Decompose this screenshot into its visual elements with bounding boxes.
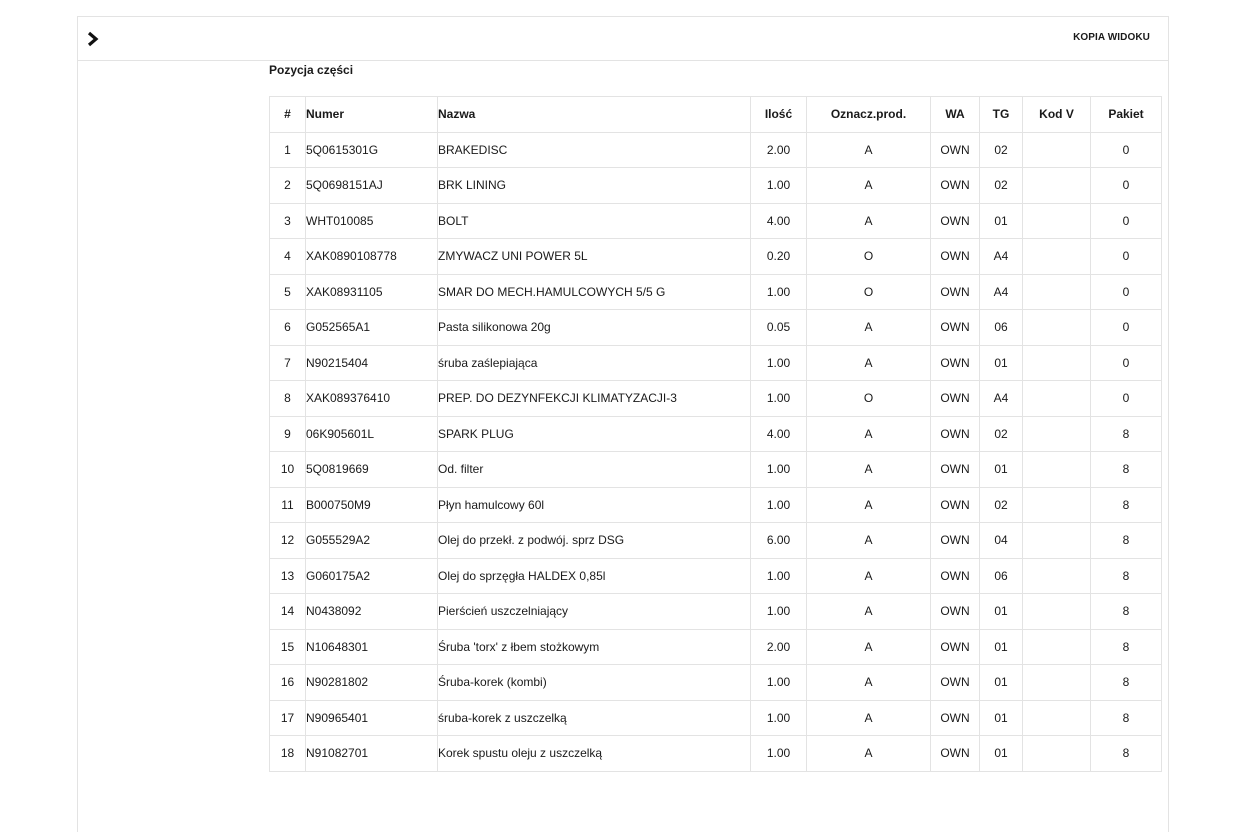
- cell-producer-mark: O: [807, 239, 931, 275]
- cell-package: 8: [1091, 487, 1162, 523]
- cell-name: Śruba 'torx' z łbem stożkowym: [438, 629, 751, 665]
- cell-package: 8: [1091, 629, 1162, 665]
- cell-producer-mark: A: [807, 700, 931, 736]
- cell-wa: OWN: [931, 310, 980, 346]
- cell-kod-v: [1023, 239, 1091, 275]
- cell-number: XAK089376410: [306, 381, 438, 417]
- cell-producer-mark: A: [807, 736, 931, 772]
- cell-kod-v: [1023, 310, 1091, 346]
- cell-number: 5Q0615301G: [306, 132, 438, 168]
- cell-wa: OWN: [931, 416, 980, 452]
- cell-name: Olej do przekł. z podwój. sprz DSG: [438, 523, 751, 559]
- parts-table: [269, 96, 1162, 772]
- cell-name: BRAKEDISC: [438, 132, 751, 168]
- cell-number: WHT010085: [306, 203, 438, 239]
- cell-quantity: 0.20: [751, 239, 807, 275]
- table-row[interactable]: [270, 203, 1162, 239]
- cell-package: 8: [1091, 665, 1162, 701]
- cell-producer-mark: A: [807, 168, 931, 204]
- cell-name: SPARK PLUG: [438, 416, 751, 452]
- cell-wa: OWN: [931, 239, 980, 275]
- cell-package: 8: [1091, 523, 1162, 559]
- cell-tg: 01: [980, 594, 1023, 630]
- cell-index: 3: [270, 203, 306, 239]
- cell-index: 2: [270, 168, 306, 204]
- cell-tg: 01: [980, 736, 1023, 772]
- cell-producer-mark: A: [807, 416, 931, 452]
- cell-wa: OWN: [931, 523, 980, 559]
- cell-quantity: 4.00: [751, 416, 807, 452]
- cell-package: 8: [1091, 736, 1162, 772]
- table-row[interactable]: [270, 558, 1162, 594]
- table-row[interactable]: [270, 736, 1162, 772]
- cell-package: 0: [1091, 345, 1162, 381]
- cell-name: Pierścień uszczelniający: [438, 594, 751, 630]
- copy-view-button[interactable]: KOPIA WIDOKU: [1073, 32, 1150, 43]
- cell-kod-v: [1023, 665, 1091, 701]
- table-row[interactable]: [270, 629, 1162, 665]
- cell-number: 06K905601L: [306, 416, 438, 452]
- cell-kod-v: [1023, 736, 1091, 772]
- panel-toolbar: [78, 17, 1168, 61]
- cell-index: 11: [270, 487, 306, 523]
- cell-producer-mark: O: [807, 274, 931, 310]
- chevron-right-icon[interactable]: [86, 30, 102, 48]
- cell-index: 12: [270, 523, 306, 559]
- cell-number: N10648301: [306, 629, 438, 665]
- column-header-tg[interactable]: TG: [980, 97, 1023, 133]
- cell-quantity: 1.00: [751, 736, 807, 772]
- column-header-package[interactable]: Pakiet: [1091, 97, 1162, 133]
- cell-kod-v: [1023, 274, 1091, 310]
- table-row[interactable]: [270, 132, 1162, 168]
- cell-quantity: 1.00: [751, 345, 807, 381]
- table-row[interactable]: [270, 310, 1162, 346]
- cell-quantity: 6.00: [751, 523, 807, 559]
- cell-tg: 01: [980, 665, 1023, 701]
- cell-name: Śruba-korek (kombi): [438, 665, 751, 701]
- cell-package: 8: [1091, 416, 1162, 452]
- cell-index: 14: [270, 594, 306, 630]
- cell-kod-v: [1023, 168, 1091, 204]
- cell-package: 0: [1091, 274, 1162, 310]
- cell-number: N91082701: [306, 736, 438, 772]
- cell-index: 13: [270, 558, 306, 594]
- cell-index: 10: [270, 452, 306, 488]
- cell-package: 0: [1091, 168, 1162, 204]
- cell-tg: 02: [980, 132, 1023, 168]
- cell-quantity: 0.05: [751, 310, 807, 346]
- cell-tg: 06: [980, 310, 1023, 346]
- cell-wa: OWN: [931, 665, 980, 701]
- cell-quantity: 1.00: [751, 274, 807, 310]
- cell-name: PREP. DO DEZYNFEKCJI KLIMATYZACJI-3: [438, 381, 751, 417]
- cell-kod-v: [1023, 700, 1091, 736]
- table-row[interactable]: [270, 239, 1162, 275]
- cell-number: XAK0890108778: [306, 239, 438, 275]
- cell-wa: OWN: [931, 629, 980, 665]
- table-row[interactable]: [270, 487, 1162, 523]
- table-row[interactable]: [270, 700, 1162, 736]
- cell-producer-mark: A: [807, 132, 931, 168]
- cell-package: 8: [1091, 558, 1162, 594]
- cell-name: Pasta silikonowa 20g: [438, 310, 751, 346]
- cell-kod-v: [1023, 203, 1091, 239]
- column-header-number[interactable]: Numer: [306, 97, 438, 133]
- cell-name: Od. filter: [438, 452, 751, 488]
- cell-kod-v: [1023, 487, 1091, 523]
- table-row[interactable]: [270, 381, 1162, 417]
- cell-tg: A4: [980, 239, 1023, 275]
- table-row[interactable]: [270, 523, 1162, 559]
- cell-name: BOLT: [438, 203, 751, 239]
- cell-index: 18: [270, 736, 306, 772]
- cell-quantity: 1.00: [751, 452, 807, 488]
- cell-name: SMAR DO MECH.HAMULCOWYCH 5/5 G: [438, 274, 751, 310]
- cell-quantity: 1.00: [751, 487, 807, 523]
- cell-producer-mark: A: [807, 203, 931, 239]
- cell-kod-v: [1023, 558, 1091, 594]
- parts-panel: [77, 16, 1169, 832]
- cell-quantity: 1.00: [751, 168, 807, 204]
- cell-wa: OWN: [931, 452, 980, 488]
- cell-package: 0: [1091, 132, 1162, 168]
- cell-index: 1: [270, 132, 306, 168]
- cell-name: Olej do sprzęgła HALDEX 0,85l: [438, 558, 751, 594]
- cell-wa: OWN: [931, 700, 980, 736]
- cell-quantity: 2.00: [751, 132, 807, 168]
- cell-quantity: 4.00: [751, 203, 807, 239]
- cell-index: 8: [270, 381, 306, 417]
- cell-tg: 02: [980, 168, 1023, 204]
- cell-wa: OWN: [931, 168, 980, 204]
- cell-number: B000750M9: [306, 487, 438, 523]
- cell-quantity: 1.00: [751, 594, 807, 630]
- cell-number: G055529A2: [306, 523, 438, 559]
- cell-producer-mark: A: [807, 345, 931, 381]
- column-header-name[interactable]: Nazwa: [438, 97, 751, 133]
- cell-wa: OWN: [931, 594, 980, 630]
- cell-name: Korek spustu oleju z uszczelką: [438, 736, 751, 772]
- cell-tg: 01: [980, 452, 1023, 488]
- cell-producer-mark: A: [807, 310, 931, 346]
- cell-index: 17: [270, 700, 306, 736]
- cell-package: 0: [1091, 381, 1162, 417]
- cell-package: 8: [1091, 452, 1162, 488]
- cell-kod-v: [1023, 132, 1091, 168]
- table-row[interactable]: [270, 274, 1162, 310]
- column-header-wa[interactable]: WA: [931, 97, 980, 133]
- cell-index: 7: [270, 345, 306, 381]
- cell-package: 0: [1091, 239, 1162, 275]
- cell-producer-mark: A: [807, 594, 931, 630]
- cell-kod-v: [1023, 452, 1091, 488]
- table-row[interactable]: [270, 416, 1162, 452]
- cell-tg: 01: [980, 203, 1023, 239]
- cell-number: N90965401: [306, 700, 438, 736]
- cell-quantity: 1.00: [751, 665, 807, 701]
- cell-package: 8: [1091, 594, 1162, 630]
- cell-number: 5Q0698151AJ: [306, 168, 438, 204]
- cell-number: N90215404: [306, 345, 438, 381]
- cell-tg: A4: [980, 381, 1023, 417]
- cell-wa: OWN: [931, 203, 980, 239]
- cell-kod-v: [1023, 416, 1091, 452]
- cell-kod-v: [1023, 594, 1091, 630]
- cell-index: 5: [270, 274, 306, 310]
- cell-kod-v: [1023, 523, 1091, 559]
- table-row[interactable]: [270, 594, 1162, 630]
- cell-package: 0: [1091, 203, 1162, 239]
- cell-wa: OWN: [931, 274, 980, 310]
- cell-producer-mark: A: [807, 665, 931, 701]
- cell-wa: OWN: [931, 381, 980, 417]
- cell-wa: OWN: [931, 558, 980, 594]
- cell-name: BRK LINING: [438, 168, 751, 204]
- cell-number: N0438092: [306, 594, 438, 630]
- cell-kod-v: [1023, 345, 1091, 381]
- table-row[interactable]: [270, 345, 1162, 381]
- cell-name: śruba zaślepiająca: [438, 345, 751, 381]
- cell-quantity: 1.00: [751, 381, 807, 417]
- cell-producer-mark: O: [807, 381, 931, 417]
- cell-tg: 02: [980, 487, 1023, 523]
- cell-tg: 04: [980, 523, 1023, 559]
- column-header-kod-v[interactable]: Kod V: [1023, 97, 1091, 133]
- cell-tg: 01: [980, 345, 1023, 381]
- cell-number: XAK08931105: [306, 274, 438, 310]
- table-row[interactable]: [270, 168, 1162, 204]
- cell-package: 8: [1091, 700, 1162, 736]
- cell-wa: OWN: [931, 736, 980, 772]
- cell-tg: 06: [980, 558, 1023, 594]
- cell-wa: OWN: [931, 132, 980, 168]
- parts-table-body: [270, 132, 1162, 771]
- cell-name: śruba-korek z uszczelką: [438, 700, 751, 736]
- cell-name: ZMYWACZ UNI POWER 5L: [438, 239, 751, 275]
- column-header-producer-mark[interactable]: Oznacz.prod.: [807, 97, 931, 133]
- cell-producer-mark: A: [807, 558, 931, 594]
- column-header-index[interactable]: #: [270, 97, 306, 133]
- table-row[interactable]: [270, 452, 1162, 488]
- cell-tg: A4: [980, 274, 1023, 310]
- cell-quantity: 1.00: [751, 558, 807, 594]
- cell-kod-v: [1023, 381, 1091, 417]
- cell-producer-mark: A: [807, 452, 931, 488]
- table-header-row: [270, 97, 1162, 133]
- cell-wa: OWN: [931, 487, 980, 523]
- cell-producer-mark: A: [807, 487, 931, 523]
- cell-tg: 01: [980, 700, 1023, 736]
- cell-number: G052565A1: [306, 310, 438, 346]
- cell-quantity: 2.00: [751, 629, 807, 665]
- cell-number: G060175A2: [306, 558, 438, 594]
- cell-index: 9: [270, 416, 306, 452]
- cell-index: 4: [270, 239, 306, 275]
- cell-wa: OWN: [931, 345, 980, 381]
- cell-tg: 01: [980, 629, 1023, 665]
- column-header-quantity[interactable]: Ilość: [751, 97, 807, 133]
- cell-tg: 02: [980, 416, 1023, 452]
- cell-quantity: 1.00: [751, 700, 807, 736]
- table-row[interactable]: [270, 665, 1162, 701]
- cell-index: 16: [270, 665, 306, 701]
- cell-index: 6: [270, 310, 306, 346]
- cell-number: 5Q0819669: [306, 452, 438, 488]
- cell-name: Płyn hamulcowy 60l: [438, 487, 751, 523]
- cell-producer-mark: A: [807, 629, 931, 665]
- cell-kod-v: [1023, 629, 1091, 665]
- cell-number: N90281802: [306, 665, 438, 701]
- section-title: Pozycja części: [269, 63, 354, 77]
- cell-index: 15: [270, 629, 306, 665]
- cell-producer-mark: A: [807, 523, 931, 559]
- cell-package: 0: [1091, 310, 1162, 346]
